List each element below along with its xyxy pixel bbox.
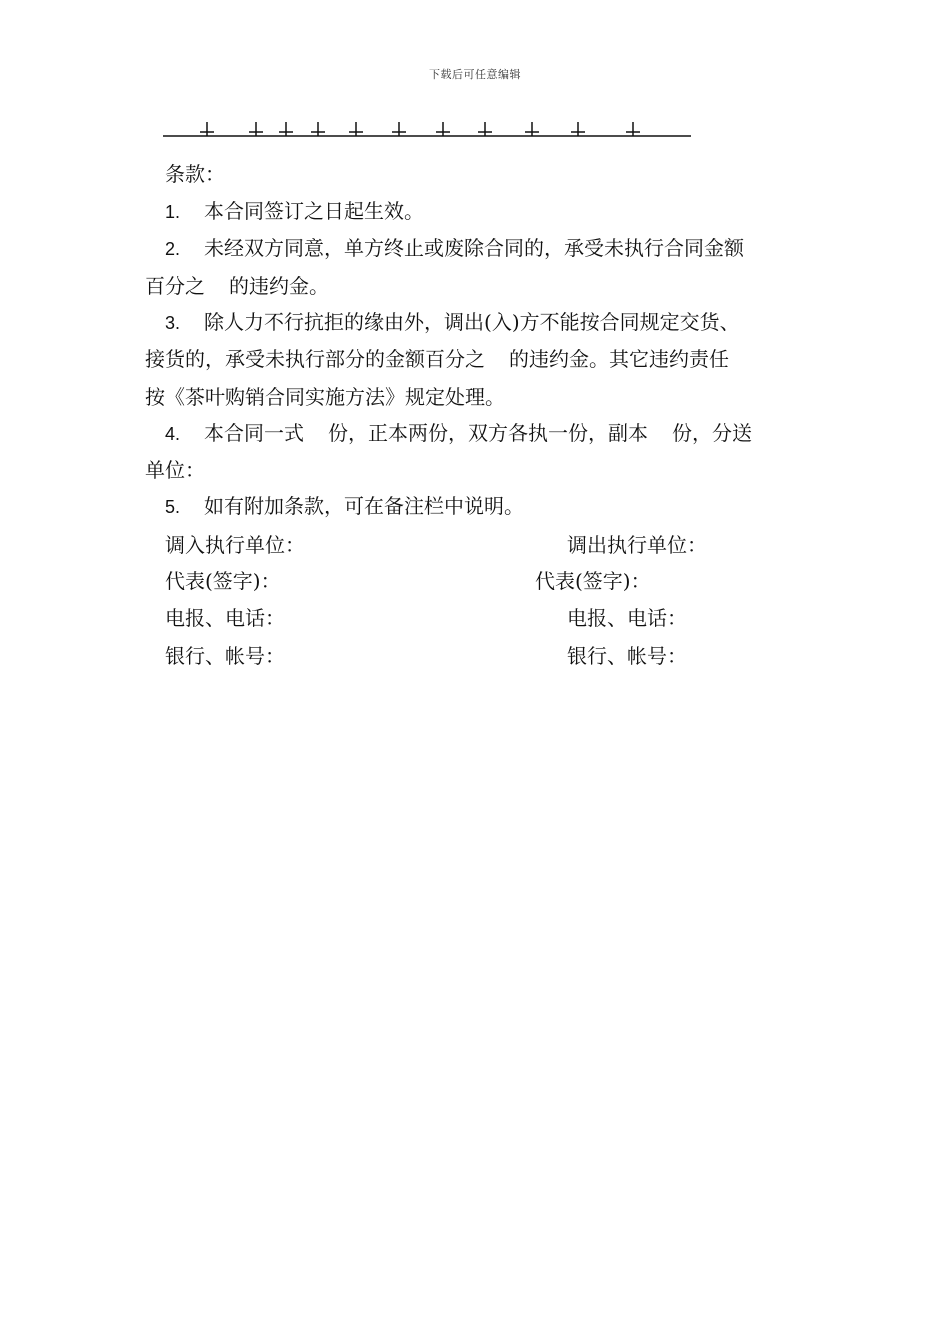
page-header-note: 下载后可任意编辑 xyxy=(429,68,521,81)
clause-3-line-2 xyxy=(145,346,729,372)
clause-4-text-a: 本合同一式 xyxy=(204,421,305,445)
clause-2-text-a: 未经双方同意，单方终止或废除合同的，承受未执行合同金额 xyxy=(204,236,745,260)
left-phone-label: 电报、电话： xyxy=(165,606,285,630)
clause-2-line-1 xyxy=(165,235,744,262)
clause-3-text-c: 的违约金。其它违约责任 xyxy=(509,347,729,371)
clause-4-text-b: 份，正本两份，双方各执一份，副本 xyxy=(328,421,649,445)
table-border-lines xyxy=(163,118,691,140)
right-phone-label: 电报、电话： xyxy=(567,606,687,630)
clause-1-number: 1. xyxy=(165,202,181,222)
clause-3-number: 3. xyxy=(165,313,181,333)
clause-3-text-b: 接货的，承受未执行部分的金额百分之 xyxy=(145,347,485,371)
clause-3-line-3: 按《茶叶购销合同实施方法》规定处理。 xyxy=(145,385,505,409)
clause-1-text: 本合同签订之日起生效。 xyxy=(204,199,425,223)
clause-4-line-2: 单位： xyxy=(145,458,205,482)
left-rep-label: 代表(签字)： xyxy=(165,569,281,593)
clause-2-text-b: 百分之 xyxy=(145,274,205,298)
clause-4-number: 4. xyxy=(165,424,181,444)
clause-3-text-a: 除人力不行抗拒的缘由外，调出(入)方不能按合同规定交货、 xyxy=(204,310,740,334)
clause-2-line-2 xyxy=(145,273,329,299)
clause-4-line-1 xyxy=(165,420,752,447)
clause-2-number: 2. xyxy=(165,239,181,259)
clause-4-text-c: 份，分送 xyxy=(672,421,753,445)
clause-3-line-1 xyxy=(165,309,740,336)
clause-1 xyxy=(165,198,424,225)
right-bank-label: 银行、帐号： xyxy=(567,644,687,668)
clause-2-text-c: 的违约金。 xyxy=(229,274,329,298)
left-bank-label: 银行、帐号： xyxy=(165,644,285,668)
table-bottom-edge xyxy=(163,118,691,140)
clause-5-text: 如有附加条款，可在备注栏中说明。 xyxy=(204,494,525,518)
clause-5 xyxy=(165,493,524,520)
clause-5-number: 5. xyxy=(165,497,181,517)
left-unit-label: 调入执行单位： xyxy=(165,533,305,557)
clauses-heading: 条款： xyxy=(165,162,225,186)
right-unit-label: 调出执行单位： xyxy=(567,533,707,557)
right-rep-label: 代表(签字)： xyxy=(535,569,651,593)
